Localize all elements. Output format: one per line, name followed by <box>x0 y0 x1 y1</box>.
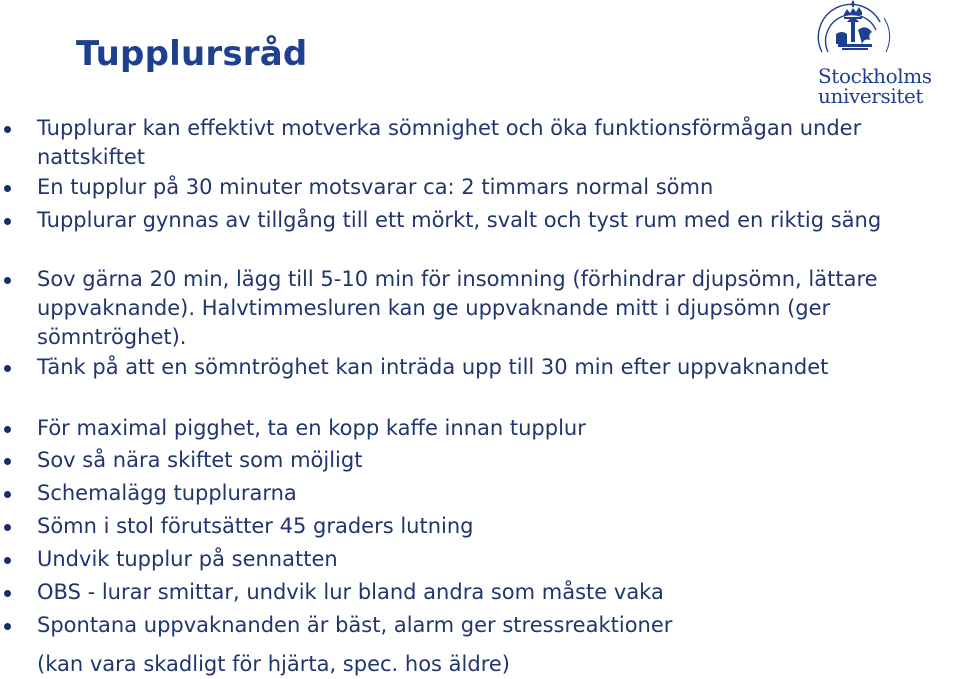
bullet-dot-icon <box>4 623 11 630</box>
bullet-text: Tupplurar kan effektivt motverka sömnighet och öka funktionsförmågan under nattskiftet <box>37 116 868 169</box>
bullet-text: OBS - lurar smittar, undvik lur bland andra som måste vaka <box>37 580 664 604</box>
bullet-text: Undvik tupplur på sennatten <box>37 547 338 571</box>
stockholms-universitet-logo <box>814 0 950 110</box>
university-seal-icon <box>814 0 950 66</box>
bullet-text: Sov gärna 20 min, lägg till 5-10 min för insomning (förhindrar djupsömn, lättare uppvaknande). Halvtimmesluren kan ge uppvaknande mitt i djupsömn (ger sömntröghet). <box>37 267 885 349</box>
bullet-text: Spontana uppvaknanden är bäst, alarm ger stressreaktioner <box>37 613 673 637</box>
bullet-dot-icon <box>4 218 11 225</box>
bullet-dot-icon <box>4 185 11 192</box>
bullet-dot-icon <box>4 458 11 465</box>
bullet-dot-icon <box>4 126 11 133</box>
bullet-text: En tupplur på 30 minuter motsvarar ca: 2 timmars normal sömn <box>37 175 714 199</box>
bullet-text: Tupplurar gynnas av tillgång till ett mörkt, svalt och tyst rum med en riktig säng <box>37 208 882 232</box>
logo-wordmark-line-1: Stockholms <box>818 64 932 88</box>
bullet-text: Tänk på att en sömntröghet kan inträda upp till 30 min efter uppvaknandet <box>37 355 829 379</box>
bullet-dot-icon <box>4 365 11 372</box>
bullet-dot-icon <box>4 491 11 498</box>
logo-wordmark-line-2: universitet <box>818 84 924 108</box>
bullet-dot-icon <box>4 426 11 433</box>
bullet-text: Sömn i stol förutsätter 45 graders lutning <box>37 514 474 538</box>
slide-title: Tupplursråd <box>76 34 308 74</box>
bullet-dot-icon <box>4 557 11 564</box>
bullet-dot-icon <box>4 524 11 531</box>
bullet-text: För maximal pigghet, ta en kopp kaffe innan tupplur <box>37 416 586 440</box>
bullet-text: Sov så nära skiftet som möjligt <box>37 448 363 472</box>
bullet-dot-icon <box>4 277 11 284</box>
bullet-dot-icon <box>4 590 11 597</box>
bullet-continuation-text: (kan vara skadligt för hjärta, spec. hos äldre) <box>37 652 510 676</box>
bullet-text: Schemalägg tupplurarna <box>37 481 297 505</box>
